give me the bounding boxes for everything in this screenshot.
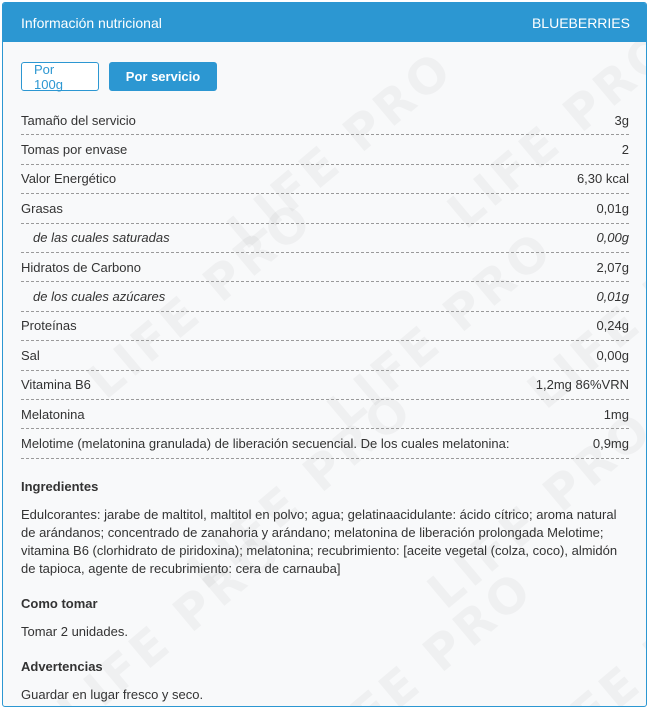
ingredients-heading: Ingredientes [21, 478, 99, 494]
per-100g-button[interactable]: Por 100g [21, 62, 99, 91]
panel-title: Información nutricional [21, 14, 162, 31]
row-label: Valor Energético [21, 171, 117, 187]
row-label: Hidratos de Carbono [21, 259, 141, 275]
row-value: 1,2mg 86%VRN [535, 377, 629, 393]
warnings-heading: Advertencias [21, 658, 103, 674]
table-row [21, 106, 629, 135]
row-label: Tamaño del servicio [21, 112, 136, 128]
row-label: Melatonina [21, 406, 85, 422]
row-label: de las cuales saturadas [33, 230, 170, 246]
table-row [21, 194, 629, 223]
warnings-text: Guardar en lugar fresco y seco. [21, 686, 204, 702]
nutrition-panel [2, 2, 647, 707]
how-to-take-heading: Como tomar [21, 595, 98, 611]
row-value: 3g [614, 112, 629, 128]
row-value: 0,01g [596, 289, 629, 305]
table-row [21, 429, 629, 458]
row-label: Melotime (melatonina granulada) de liberación secuencial. De los cuales melatonina: [21, 435, 510, 451]
row-value: 0,00g [596, 347, 629, 363]
panel-header [3, 3, 646, 42]
row-value: 0,00g [596, 230, 629, 246]
row-label: de los cuales azúcares [33, 289, 166, 305]
row-value: 6,30 kcal [576, 171, 629, 187]
row-value: 2 [621, 142, 629, 158]
how-to-take-text: Tomar 2 unidades. [21, 623, 128, 639]
row-label: Grasas [21, 200, 63, 216]
table-row [21, 224, 629, 253]
row-value: 1mg [603, 406, 629, 422]
row-label: Vitamina B6 [21, 377, 91, 393]
table-row [21, 282, 629, 311]
product-name: BLUEBERRIES [531, 14, 630, 31]
nutrition-table [21, 106, 629, 459]
table-row [21, 312, 629, 341]
table-row [21, 135, 629, 164]
row-value: 0,9mg [592, 435, 629, 451]
per-serving-button[interactable]: Por servicio [109, 62, 217, 91]
table-row [21, 400, 629, 429]
row-label: Proteínas [21, 318, 77, 334]
row-value: 0,01g [596, 200, 629, 216]
row-label: Tomas por envase [21, 142, 128, 158]
row-value: 0,24g [596, 318, 629, 334]
row-value: 2,07g [596, 259, 629, 275]
ingredients-text: Edulcorantes: jarabe de maltitol, maltitol en polvo; agua; gelatinaacidulante: ácido cítrico; aroma natural de arándanos; concentrado de zanahoria y arándano; melatonina de liberación prolongada Melotime; vitamina B6 (clorhidrato de piridoxina); melatonina; recubrimiento: [aceite vegetal (colza, coco), almidón de tapioca, agente de recubrimiento: cera de carnauba] [21, 506, 618, 576]
table-row [21, 341, 629, 370]
row-label: Sal [21, 347, 40, 363]
unit-toggle [21, 42, 629, 93]
table-row [21, 371, 629, 400]
table-row [21, 165, 629, 194]
table-row [21, 253, 629, 282]
